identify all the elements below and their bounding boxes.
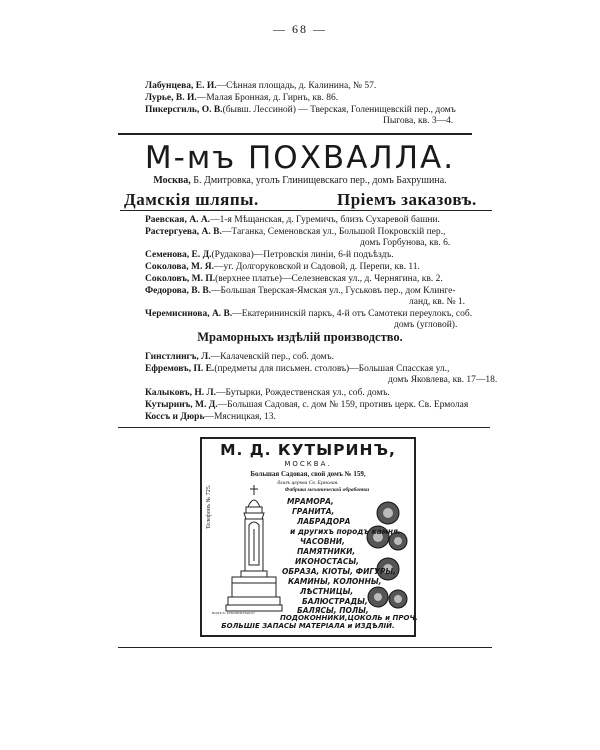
advert-line: ОБРАЗА, КІОТЫ, ФИГУРЫ, — [282, 567, 397, 576]
advert-address-note: близъ церкви Св. Ермолая. — [277, 480, 339, 486]
chapel-illustration — [224, 485, 284, 615]
slogan-right: Пріемъ заказовъ. — [337, 190, 477, 209]
list-item: Ефремовъ, П. Е.(предметы для письмен. столовъ)—Большая Спасская ул., — [145, 364, 450, 374]
advert-line: ЛѢСТНИЦЫ, — [300, 587, 354, 596]
page-number: — 68 — — [273, 22, 327, 36]
advert-line: ГРАНИТА, — [292, 507, 335, 516]
advert-line: МРАМОРА, — [287, 497, 334, 506]
advert-line: ЧАСОВНИ, — [300, 537, 345, 546]
chapel-caption: ВОДЪ Х. РУКОПИСНАЯ 67 — [212, 611, 255, 615]
divider — [118, 647, 492, 648]
list-item: Соколова, М. Я.—уг. Долгоруковской и Садовой, д. Перепи, кв. 11. — [145, 262, 420, 272]
advert-line: КАМИНЫ, КОЛОННЫ, — [288, 577, 382, 586]
list-item: Растергуева, А. В.—Таганка, Семеновская ул., Большой Покровскій пер., — [145, 227, 446, 237]
advert-bottom: БОЛЬШІЕ ЗАПАСЫ МАТЕРІАЛА и ИЗДѢЛІЙ. — [221, 622, 395, 630]
list-item: Лабунцева, Е. И.—Сѣнная площадь, д. Калинина, № 57. — [145, 81, 377, 91]
list-item: Раевская, А. А.—1-я Мѣщанская, д. Гуремичъ, близъ Сухаревой башни. — [145, 215, 440, 225]
advert-line: и другихъ породъ камня. — [290, 527, 401, 536]
list-item-continuation: домъ (угловой). — [394, 320, 458, 330]
advert-factory: Фабрика механической обработки — [284, 487, 370, 493]
advert-phone: Телефонъ № 725. — [206, 484, 212, 529]
advert-address: Большая Садовая, свой домъ № 159, — [250, 470, 366, 478]
firm-title: М-мъ ПОХВАЛЛА. — [144, 140, 456, 176]
divider — [120, 210, 492, 211]
list-item: Кутыринъ, М. Д.—Большая Садовая, с. дом № 159, противъ церк. Св. Ермолая — [145, 400, 469, 410]
divider — [118, 427, 490, 428]
list-item-continuation: ланд, кв. № 1. — [409, 297, 466, 307]
section-heading: Мраморныхъ издѣлій производство. — [197, 330, 403, 344]
list-item: Лурье, В. И.—Малая Бронная, д. Гирнъ, кв. 86. — [145, 93, 339, 103]
list-item: Пикерсгиль, О. В.(бывш. Лессиной) — Тверская, Голенищевскій пер., домъ — [145, 105, 456, 115]
list-item: Гинстлингъ, Л.—Калачевскій пер., соб. домъ. — [145, 352, 334, 362]
list-item-continuation: домъ Яковлева, кв. 17—18. — [388, 375, 498, 385]
list-item: Коссъ и Дюрь—Мясницкая, 13. — [145, 412, 276, 422]
advertisement — [200, 437, 416, 637]
list-item: Черемисинова, А. В.—Екатерининскій паркъ, 4-й отъ Самотеки переулокъ, соб. — [145, 309, 473, 319]
divider — [118, 133, 472, 135]
advert-line: БАЛЯСЫ, ПОЛЫ, — [297, 606, 369, 615]
list-item: Калыковъ, Н. Л.—Бутырки, Рождественская ул., соб. домъ. — [145, 388, 390, 398]
list-item: Семенова, Е. Д.(Рудакова)—Петровскія линіи, 6-й подъѣздъ. — [145, 250, 394, 260]
list-item: Соколовъ, М. П.(верхнее платье)—Селезневская ул., д. Чернягина, кв. 2. — [145, 274, 443, 284]
advert-line: ЛАБРАДОРА — [297, 517, 351, 526]
advert-line: ИКОНОСТАСЫ, — [295, 557, 359, 566]
advert-city: МОСКВА. — [284, 460, 332, 468]
advert-title: М. Д. КУТЫРИНЪ, — [220, 441, 396, 459]
list-item-continuation: домъ Горбунова, кв. 6. — [360, 238, 451, 248]
advert-line: ПАМЯТНИКИ, — [297, 547, 356, 556]
slogan-left: Дамскія шляпы. — [124, 190, 259, 209]
list-item: Федорова, В. В.—Большая Тверская-Ямская ул., Гуськовъ пер., дом Клинге- — [145, 286, 456, 296]
firm-address: Москва, Б. Дмитровка, уголъ Глинищевскаго пер., домъ Бахрушина. — [153, 175, 447, 186]
advert-line: БАЛЮСТРАДЫ, — [302, 597, 368, 606]
advert-line: ПОДОКОННИКИ,ЦОКОЛЬ и ПРОЧ. — [280, 614, 418, 622]
list-item-continuation: Пыгова, кв. 3—4. — [383, 116, 454, 126]
